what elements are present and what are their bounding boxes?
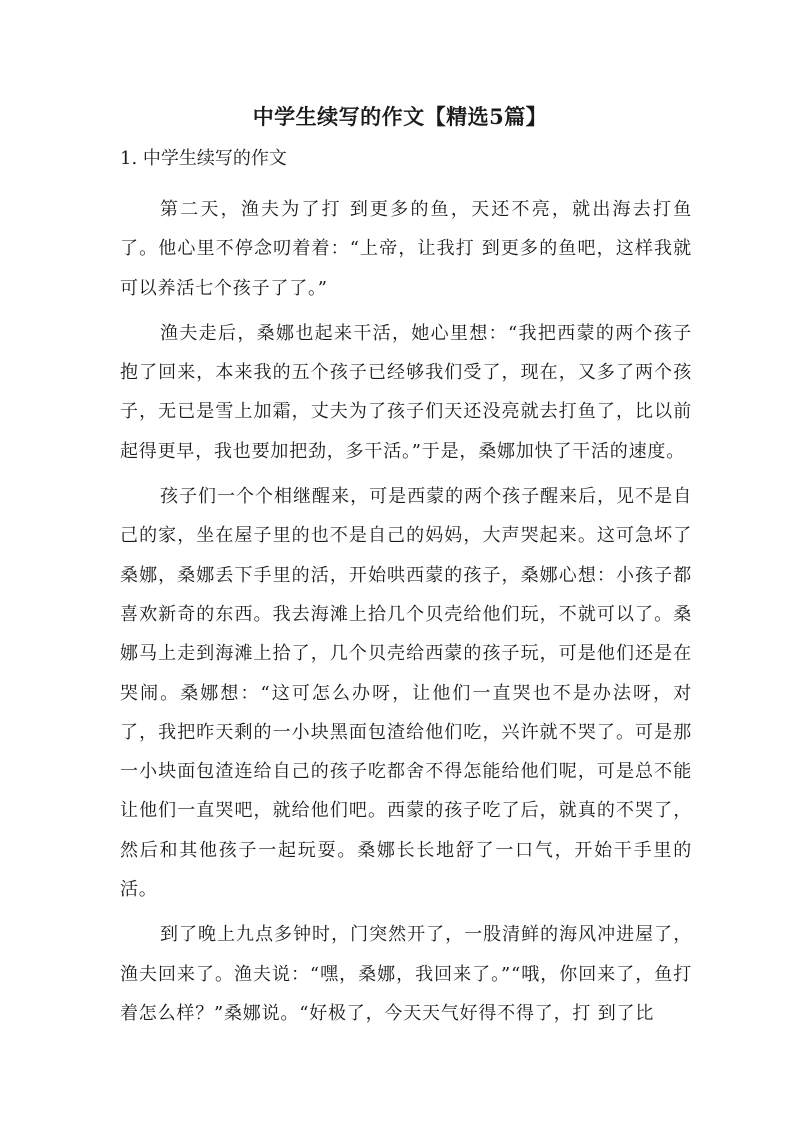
section-heading: 1. 中学生续写的作文 (120, 148, 287, 169)
paragraph-3: 孩子们一个个相继醒来，可是西蒙的两个孩子醒来后，见不是自己的家，坐在屋子里的也不是自己的妈妈，大声哭起来。这可急坏了桑娜，桑娜丢下手里的活，开始哄西蒙的孩子，桑娜心想：小孩子都喜欢新奇的东西。我去海滩上拾几个贝壳给他们玩，不就可以了。桑娜马上走到海滩上拾了，几个贝壳给西蒙的孩子玩，可是他们还是在哭闹。桑娜想：“这可怎么办呀，让他们一直哭也不是办法呀，对了，我把昨天剩的一小块黑面包渣给他们吃，兴许就不哭了。可是那一小块面包渣连给自己的孩子吃都舍不得怎能给他们呢，可是总不能让他们一直哭吧，就给他们吧。西蒙的孩子吃了后，就真的不哭了，然后和其他孩子一起玩耍。桑娜长长地舒了一口气，开始干手里的活。 (120, 486, 692, 901)
paragraph-4: 到了晚上九点多钟时，门突然开了，一股清鲜的海风冲进屋了，渔夫回来了。渔夫说：“嘿，桑娜，我回来了。”“哦，你回来了，鱼打着怎么样？”桑娜说。“好极了，今天天气好得不得了，打 到了比 (120, 924, 692, 1024)
paragraph-1: 第二天，渔夫为了打 到更多的鱼，天还不亮，就出海去打鱼了。他心里不停念叨着着：“上帝，让我打 到更多的鱼吧，这样我就可以养活七个孩子了了。” (120, 199, 692, 299)
document-body (120, 190, 692, 1039)
document-title: 中学生续写的作文【精选5篇】 (252, 104, 548, 129)
paragraph-2: 渔夫走后，桑娜也起来干活，她心里想：“我把西蒙的两个孩子抱了回来，本来我的五个孩子已经够我们受了，现在，又多了两个孩子，无已是雪上加霜，丈夫为了孩子们天还没亮就去打鱼了，比以前起得更早，我也要加把劲，多干活。”于是，桑娜加快了干活的速度。 (120, 322, 692, 462)
